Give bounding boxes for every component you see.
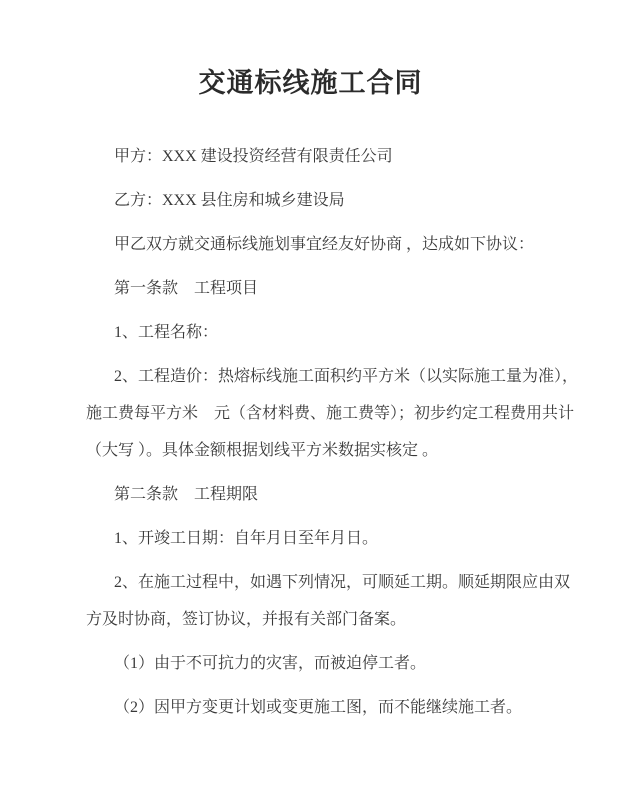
paragraph [86, 358, 579, 469]
text-line: （2）因甲方变更计划或变更施工图，而不能继续施工者。 [114, 699, 523, 716]
paragraph [86, 645, 535, 682]
text-line: 2、工程造价：热熔标线施工面积约平方米（以实际施工量为准）， [114, 368, 579, 385]
text-line: 甲乙双方就交通标线施划事宜经友好协商 ，达成如下协议： [114, 236, 535, 253]
paragraph [86, 138, 535, 175]
paragraph [86, 182, 535, 219]
paragraph [86, 476, 535, 513]
document-title: 交通标线施工合同 [198, 68, 423, 98]
text-line: 2、在施工过程中，如遇下列情况，可顺延工期。顺延期限应由双 [114, 574, 571, 591]
text-line: 方及时协商，签订协议，并报有关部门备案。 [86, 611, 407, 628]
text-line: （1）由于不可抗力的灾害，而被迫停工者。 [114, 655, 427, 672]
text-line: 1、开竣工日期：自年月日至年月日。 [114, 530, 379, 547]
text-line: 第一条款 工程项目 [114, 280, 259, 297]
paragraph [86, 564, 571, 638]
text-line: 乙方：XXX 县住房和城乡建设局 [114, 192, 345, 209]
paragraph [86, 226, 535, 263]
paragraph [86, 314, 535, 351]
text-line: （大写 ）。具体金额根据划线平方米数据实核定 。 [86, 442, 439, 459]
paragraph [86, 270, 535, 307]
paragraph [86, 520, 535, 557]
text-line: 第二条款 工程期限 [114, 486, 259, 503]
paragraph [86, 689, 535, 726]
text-line: 甲方：XXX 建设投资经营有限责任公司 [114, 148, 393, 165]
document-body [86, 138, 579, 726]
text-line: 1、工程名称： [114, 324, 219, 341]
text-line: 施工费每平方米 元（含材料费、施工费等）；初步约定工程费用共计 [86, 405, 575, 422]
